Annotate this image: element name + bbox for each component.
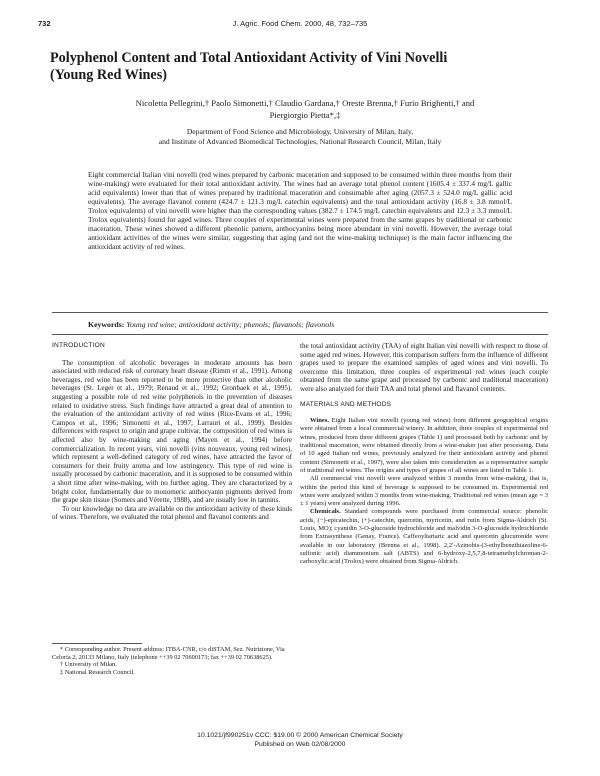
affiliation-line-1: Department of Food Science and Microbiology, University of Milan, Italy, xyxy=(186,127,414,136)
intro-continuation: the total antioxidant activity (TAA) of eight Italian vini novelli with respect to those of some aged red wines. However, this comparison suffers from the influence of different grapes used to prepare the examined samples of aged wines and vini novelli. To overcome this limitation, three couples of experimental red wines (each couple obtained from the same grape and processed by carbonic and traditional maceration) were also analyzed for their TAA and total phenol and flavanol contents. xyxy=(300,342,548,393)
doi-copyright: 10.1021/jf990251v CCC: $19.00 © 2000 American Chemical Society xyxy=(197,732,403,739)
wines-label: Wines. xyxy=(310,417,329,425)
wines-paragraph xyxy=(300,417,548,475)
article-title xyxy=(50,50,550,83)
right-column xyxy=(300,342,548,567)
keywords-label: Keywords: xyxy=(88,320,125,329)
running-header xyxy=(38,19,562,31)
footnotes xyxy=(52,646,292,676)
authors-line-2: Piergiorgio Pietta*,‡ xyxy=(269,109,341,120)
affiliation-line-2: and Institute of Advanced Biomedical Technologies, National Research Council, Milan, Italy xyxy=(158,137,442,146)
footnote-rule xyxy=(52,643,142,644)
journal-citation: J. Agric. Food Chem. 2000, 48, 732–735 xyxy=(232,19,368,28)
introduction-heading: INTRODUCTION xyxy=(52,342,105,349)
footnote-cnr: ‡ National Research Council. xyxy=(60,668,135,676)
footnote-corresponding-author: * Corresponding author. Present address: ITBA-CNR, c/o diSTAM, Sez. Nutrizione, Via Celoria 2, 20133 Milano, Italy (telephone ++39 02 70600173; fax ++39 02 70638625). xyxy=(52,646,285,661)
publication-date: Published on Web 02/08/2000 xyxy=(254,740,346,748)
chemicals-paragraph xyxy=(300,508,548,566)
analysis-timing-paragraph: All commercial vini novelli were analyzed within 3 months from wine-making, that is, within the period this kind of beverage is supposed to be consumed in. Experimental red wines were analyzed within 3 months from wine-making. Traditional red wines (mean age = 3 ± 1 years) were analyzed during 1996. xyxy=(300,475,548,508)
chemicals-label: Chemicals. xyxy=(310,508,341,516)
abstract: Eight commercial Italian vini novelli (red wines prepared by carbonic maceration and supposed to be consumed within three months from their wine-making) were evaluated for their total antioxidant activity. The wines had an average total phenol content (1605.4 ± 337.4 mg/L gallic acid equivalents) lower than that of wines prepared by traditional maceration and consumable after aging (2057.3 ± 524.0 mg/L gallic acid equivalents). The average flavanol content (424.7 ± 121.3 mg/L catechin equivalents) and the total antioxidant activity (16.8 ± 3.8 mmol/L Trolox equivalents) of vini novelli were higher than the corresponding values (382.7 ± 174.5 mg/L catechin equivalents and 12.3 ± 3.3 mmol/L Trolox equivalents) found for aged wines. Three couples of experimental wines were prepared from the same grapes by traditional or carbonic maceration. These wines showed a different phenolic pattern, anthocyanins being more abundant in vini novelli. However, the average total antioxidant activities of the wines were similar, suggesting that aging (and not the wine-making technique) is the main factor influencing the antioxidant activity of red wines. xyxy=(88,170,512,252)
footnote-university: † University of Milan. xyxy=(60,661,117,669)
keywords-bottom-rule xyxy=(52,334,548,335)
affiliation xyxy=(60,127,540,147)
title-line-1: Polyphenol Content and Total Antioxidant Activity of Vini Novelli xyxy=(50,50,448,66)
intro-paragraph-2: To our knowledge no data are available on the antioxidant activity of these kinds of wines. Therefore, we evaluated the total phenol and flavanol contents and xyxy=(52,504,292,522)
keywords-text: Young red wine; antioxidant activity; phenols; flavanols; flavonols xyxy=(126,320,335,329)
authors-line-1: Nicoletta Pellegrini,† Paolo Simonetti,† Claudio Gardana,† Oreste Brenna,† Furio Brighenti,† and xyxy=(135,98,475,108)
methods-heading: MATERIALS AND METHODS xyxy=(300,400,392,408)
keywords-top-rule xyxy=(52,312,548,313)
page-footer xyxy=(150,732,450,749)
title-line-2: (Young Red Wines) xyxy=(50,66,167,83)
keywords xyxy=(88,320,528,329)
author-list xyxy=(70,98,540,121)
chemicals-text: Standard compounds were purchased from commercial source: phenolic acids, (−)-epicatechin, (+)-catechin, quercetin, myricetin, and rutin from Sigma-Aldrich (St. Louis, MO); cyanidin 3-O-glucoside hydrochloride and malvidin 3-O-glucoside hydrochloride from Extrasynthese (Genay, France). Caffeoyltartaric acid and quercetin glucuronide were available in our laboratory (Brenna et al., 1998). 2,2′-Azinobis-(3-ethylbenzthiazoline-6-sulfonic acid) diammonium salt (ABTS) and 6-hydroxy-2,5,7,8-tetramethylchroman-2-carboxylic acid (Trolox) were obtained from Sigma-Aldrich. xyxy=(300,508,548,566)
page-number: 732 xyxy=(38,19,51,28)
wines-text: Eight Italian vini novelli (young red wines) from different geographical origins were obtained from a local commercial winery. In addition, three couples of experimental red wines, produced from three different grapes (Table 1) and processed both by carbonic and by traditional maceration, were obtained directly from a wine-maker just after processing. Data of 10 aged Italian red wines, previously analyzed for their antioxidant activity and phenol content (Simonetti et al., 1997), were also taken into consideration as a representative sample of traditional red wines. The origins and types of grapes of all wines are listed in Table 1. xyxy=(300,417,548,474)
left-column xyxy=(52,342,292,522)
intro-paragraph-1: The consumption of alcoholic beverages in moderate amounts has been associated with reduced risk of coronary heart disease (Rimm et al., 1991). Among beverages, red wine has been reported to be more protective than other alcoholic beverages (St. Leger et al., 1979; Renaud et al., 1992; Gronbaek et al., 1995), suggesting a possible role of red wine polyphenols in the prevention of diseases related to oxidative stress. Such findings have attracted a great deal of attention to the evaluation of the antioxidant activity of red wines (Rice-Evans et al., 1996; Campos et al., 1996; Simonetti et al., 1997; Larrauri et al., 1999). Besides differences with respect to origin and grape cultivar, the composition of red wines is affected also by wine-making and aging (Mayen et al., 1994) before commercialization. In recent years, vini novelli (vins nouveaux, young red wines), which represent a well-defined category of red wines, have attracted the favor of consumers for their fruity aroma and low astringency. This type of red wine is usually processed by carbonic maceration, and it is supposed to be consumed within a short time after wine-making, with no further aging. They are characterized by a bright color, fundamentally due to monomeric anthocyanin pigments derived from the grape skin tissue (Somers and Vérette, 1988), and are usually low in tannins. xyxy=(52,358,292,505)
